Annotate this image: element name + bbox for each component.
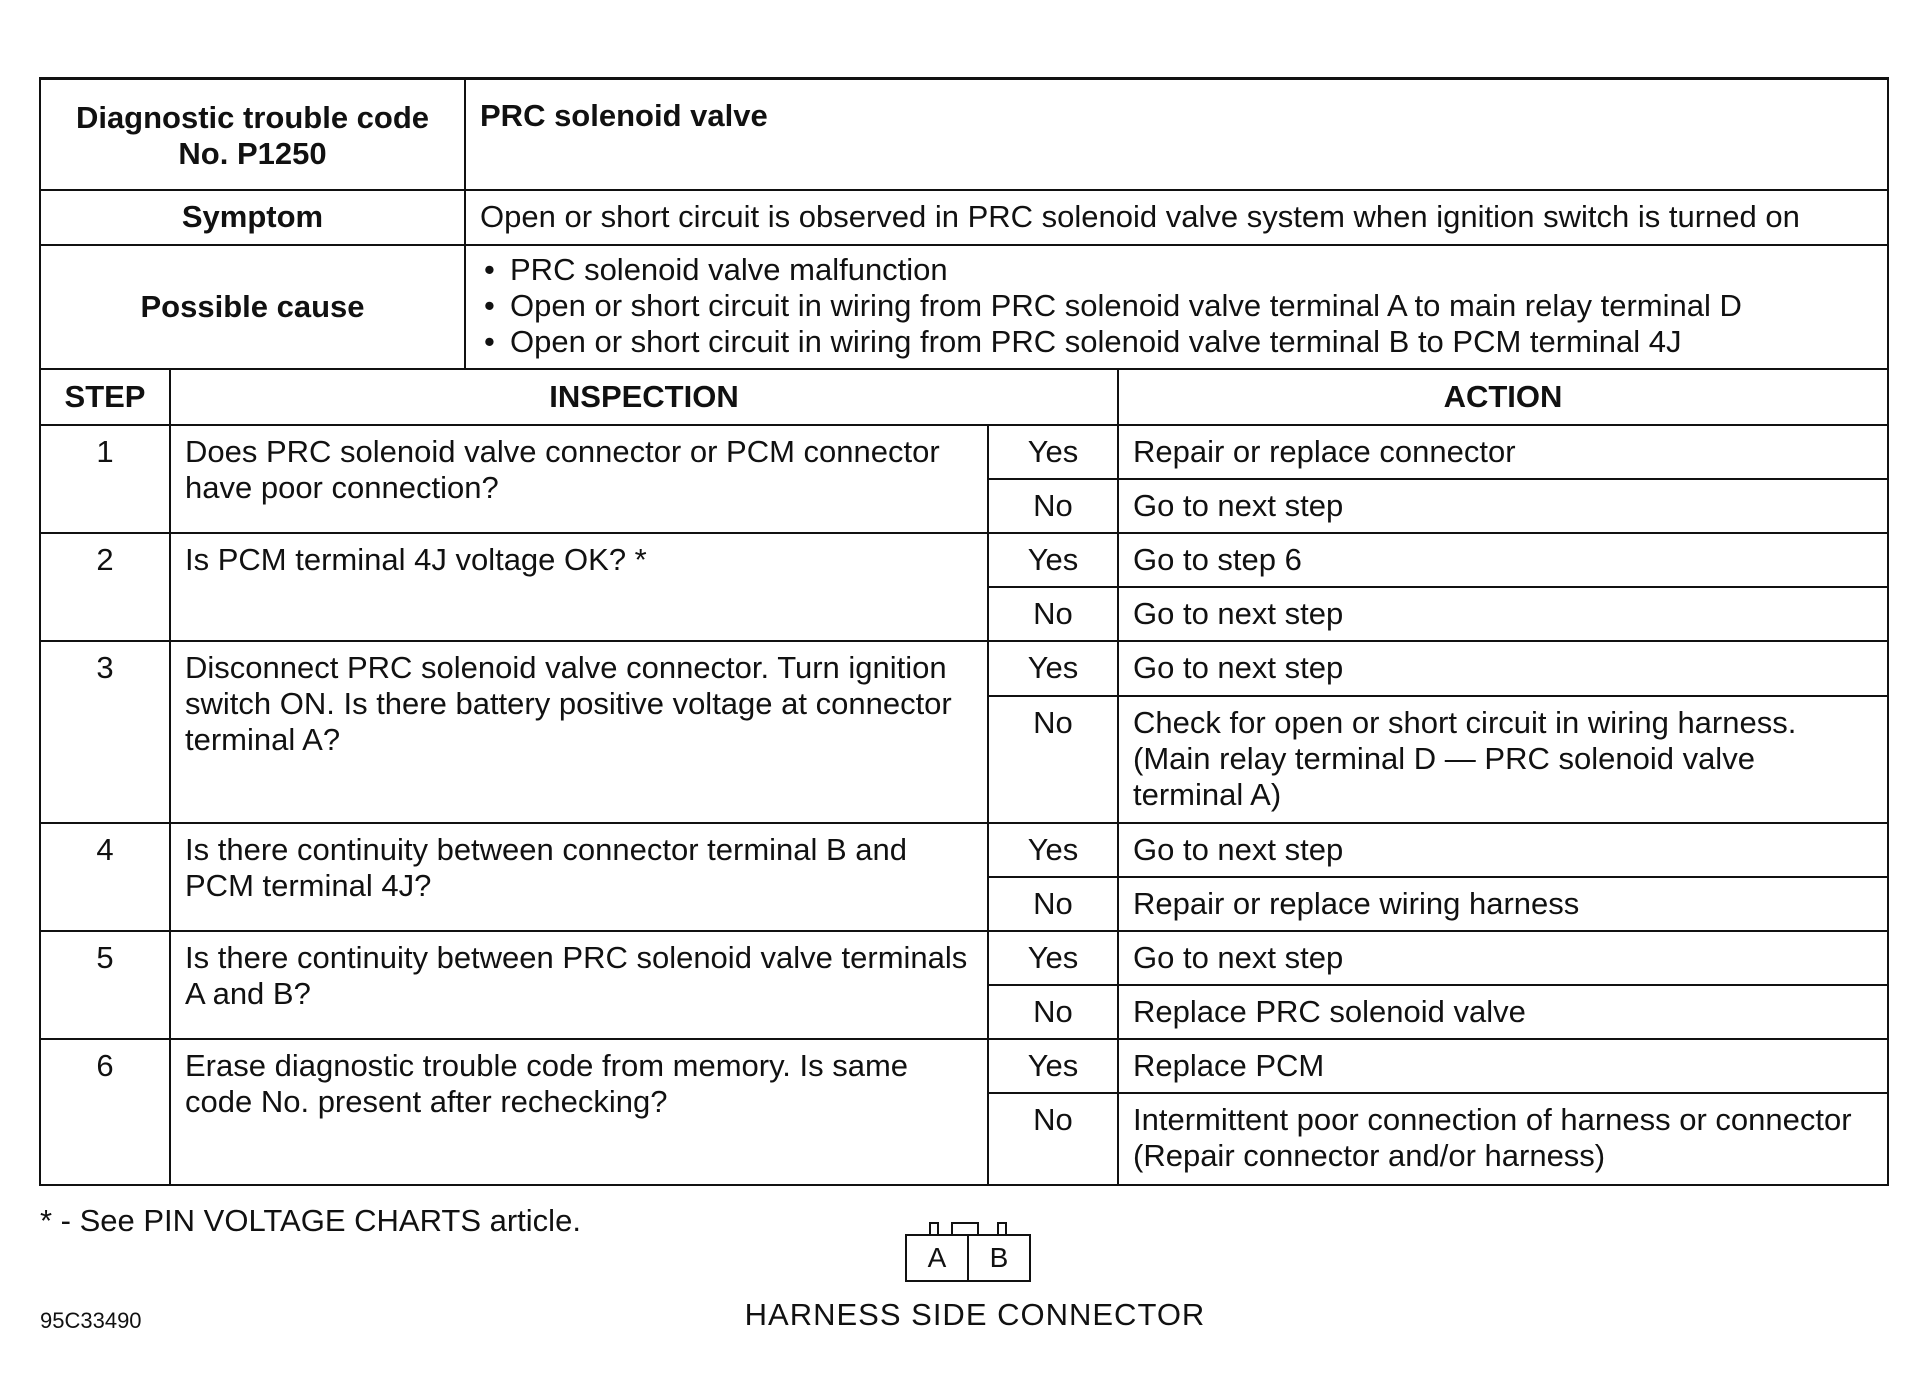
- figure-id: 95C33490: [40, 1308, 142, 1333]
- harness-connector-diagram: [905, 1222, 1031, 1282]
- yes-action: Go to next step: [1118, 823, 1888, 877]
- no-action: Replace PRC solenoid valve: [1118, 985, 1888, 1039]
- inspection-text: Does PRC solenoid valve connector or PCM connector have poor connection?: [170, 425, 988, 533]
- yes-label: Yes: [988, 425, 1118, 479]
- step-number: 2: [40, 533, 170, 641]
- no-action: Go to next step: [1118, 587, 1888, 641]
- possible-cause-list-cell: [465, 245, 1888, 369]
- no-label: No: [988, 877, 1118, 931]
- step-number: 6: [40, 1039, 170, 1185]
- connector-label: HARNESS SIDE CONNECTOR: [744, 1297, 1206, 1332]
- inspection-text: Is there continuity between connector terminal B and PCM terminal 4J?: [170, 823, 988, 931]
- step-number: 3: [40, 641, 170, 823]
- no-label: No: [988, 696, 1118, 823]
- possible-cause-item: • Open or short circuit in wiring from PRC solenoid valve terminal B to PCM terminal 4J: [480, 324, 1873, 360]
- step-row: [40, 1039, 1888, 1093]
- no-label: No: [988, 479, 1118, 533]
- step-row: [40, 823, 1888, 877]
- column-header-inspection: INSPECTION: [170, 369, 1118, 425]
- connector-lock-key: [951, 1222, 979, 1234]
- connector-terminal-a: A: [927, 1242, 947, 1273]
- possible-cause-list: [466, 246, 1887, 366]
- connector-pin-tab: [997, 1222, 1007, 1234]
- no-action: Check for open or short circuit in wiring harness. (Main relay terminal D — PRC solenoid valve terminal A): [1118, 696, 1888, 823]
- yes-action: Go to next step: [1118, 641, 1888, 696]
- yes-label: Yes: [988, 823, 1118, 877]
- no-label: No: [988, 1093, 1118, 1185]
- yes-action: Go to next step: [1118, 931, 1888, 985]
- step-row: [40, 425, 1888, 479]
- symptom-text: Open or short circuit is observed in PRC solenoid valve system when ignition switch is turned on: [465, 190, 1888, 245]
- inspection-text: Disconnect PRC solenoid valve connector. Turn ignition switch ON. Is there battery positive voltage at connector terminal A?: [170, 641, 988, 823]
- inspection-text: Is there continuity between PRC solenoid valve terminals A and B?: [170, 931, 988, 1039]
- yes-action: Replace PCM: [1118, 1039, 1888, 1093]
- no-label: No: [988, 587, 1118, 641]
- yes-label: Yes: [988, 533, 1118, 587]
- no-action: Go to next step: [1118, 479, 1888, 533]
- yes-action: Go to step 6: [1118, 533, 1888, 587]
- inspection-text: Is PCM terminal 4J voltage OK? *: [170, 533, 988, 641]
- yes-label: Yes: [988, 931, 1118, 985]
- dtc-title: PRC solenoid valve: [465, 79, 1888, 190]
- yes-label: Yes: [988, 1039, 1118, 1093]
- connector-terminal-b: B: [967, 1236, 1029, 1280]
- step-row: [40, 641, 1888, 696]
- step-number: 1: [40, 425, 170, 533]
- yes-action: Repair or replace connector: [1118, 425, 1888, 479]
- column-header-action: ACTION: [1118, 369, 1888, 425]
- connector-pin-tab: [929, 1222, 939, 1234]
- column-header-step: STEP: [40, 369, 170, 425]
- connector-body: [905, 1234, 1031, 1282]
- symptom-label: Symptom: [40, 190, 465, 245]
- dtc-label: Diagnostic trouble code No. P1250: [40, 79, 465, 190]
- step-row: [40, 931, 1888, 985]
- possible-cause-label: Possible cause: [40, 245, 465, 369]
- possible-cause-item: • Open or short circuit in wiring from PRC solenoid valve terminal A to main relay terminal D: [480, 288, 1873, 324]
- step-number: 5: [40, 931, 170, 1039]
- step-number: 4: [40, 823, 170, 931]
- diagnostic-table: [39, 77, 1889, 1186]
- possible-cause-item: • PRC solenoid valve malfunction: [480, 252, 1873, 288]
- no-action: Repair or replace wiring harness: [1118, 877, 1888, 931]
- no-action: Intermittent poor connection of harness or connector (Repair connector and/or harness): [1118, 1093, 1888, 1185]
- footnote: * - See PIN VOLTAGE CHARTS article.: [40, 1203, 581, 1238]
- step-row: [40, 533, 1888, 587]
- no-label: No: [988, 985, 1118, 1039]
- inspection-text: Erase diagnostic trouble code from memory. Is same code No. present after rechecking?: [170, 1039, 988, 1185]
- yes-label: Yes: [988, 641, 1118, 696]
